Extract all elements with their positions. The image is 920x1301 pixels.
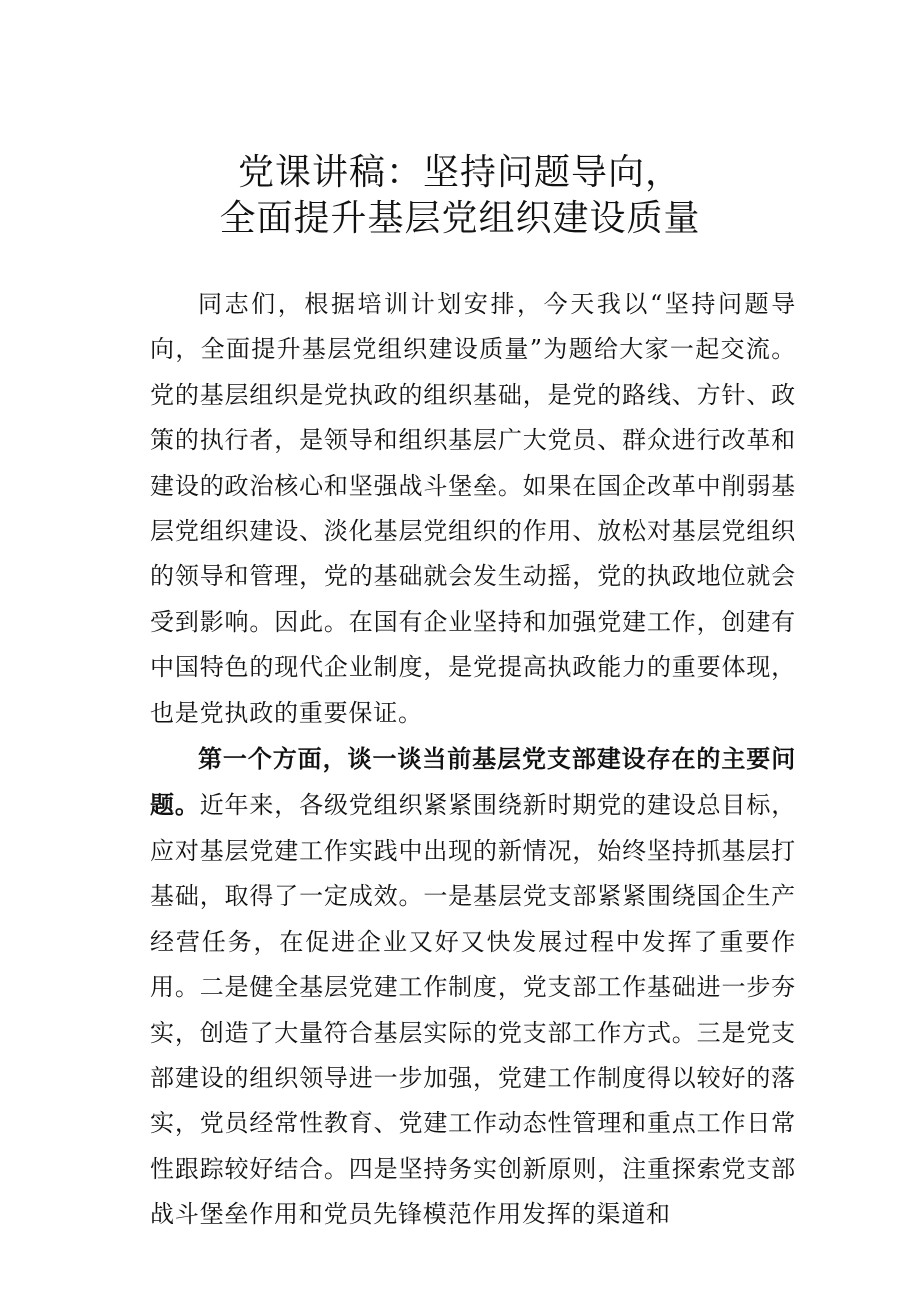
paragraph-text: 同志们，根据培训计划安排，今天我以“坚持问题导向，全面提升基层党组织建设质量”为题给大家一起交流。党的基层组织是党执政的组织基础，是党的路线、方针、政策的执行者，是领导和组织基层广大党员、群众进行改革和建设的政治核心和坚强战斗堡垒。如果在国企改革中削弱基层党组织建设、淡化基层党组织的作用、放松对基层党组织的领导和管理，党的基础就会发生动摇，党的执政地位就会受到影响。因此。在国有企业坚持和加强党建工作，创建有中国特色的现代企业制度，是党提高执政能力的重要体现，也是党执政的重要保证。: [150, 290, 796, 727]
paragraph-section-1: [150, 736, 796, 1237]
section-heading: 第一个方面，谈一谈当前基层党支部建设存在的主要问题。: [150, 744, 796, 820]
paragraph-intro: [150, 282, 796, 736]
document-title: [0, 150, 920, 242]
document-body: [150, 282, 796, 1238]
title-line-2: 全面提升基层党组织建设质量: [219, 198, 701, 239]
paragraph-text: 近年来，各级党组织紧紧围绕新时期党的建设总目标，应对基层党建工作实践中出现的新情况，始终坚持抓基层打基础，取得了一定成效。一是基层党支部紧紧围绕国企生产经营任务，在促进企业又好又快发展过程中发挥了重要作用。二是健全基层党建工作制度，党支部工作基础进一步夯实，创造了大量符合基层实际的党支部工作方式。三是党支部建设的组织领导进一步加强，党建工作制度得以较好的落实，党员经常性教育、党建工作动态性管理和重点工作日常性跟踪较好结合。四是坚持务实创新原则，注重探索党支部战斗堡垒作用和党员先锋模范作用发挥的渠道和: [150, 791, 796, 1229]
title-line-1: 党课讲稿：坚持问题导向，: [237, 152, 682, 193]
